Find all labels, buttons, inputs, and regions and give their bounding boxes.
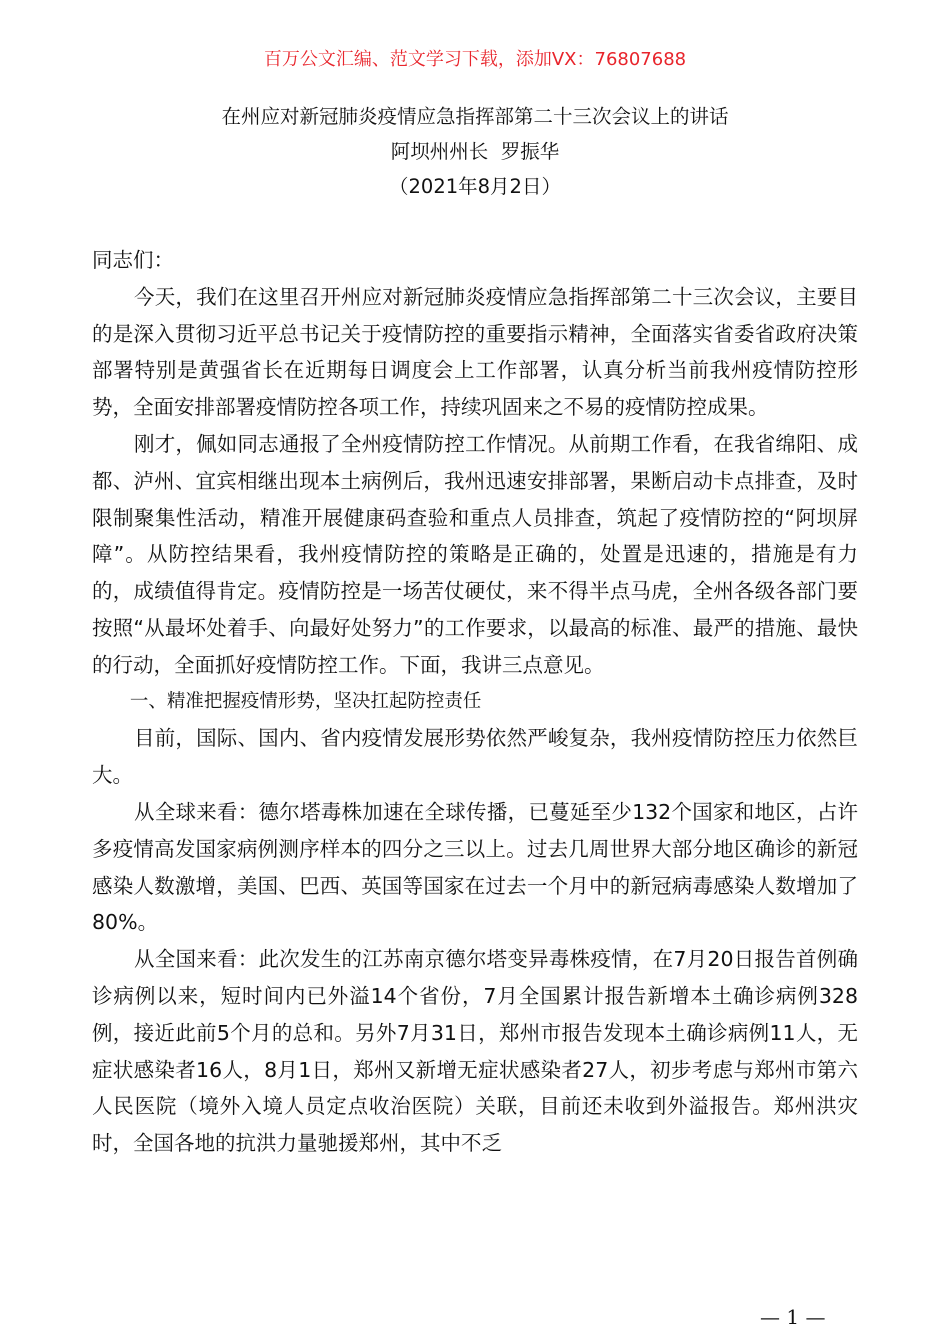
speech-date: （2021年8月2日） (389, 175, 561, 198)
document-body (92, 242, 858, 1162)
body-paragraph: 从全球来看：德尔塔毒株加速在全球传播，已蔓延至少132个国家和地区，占许多疫情高发国家病例测序样本的四分之三以上。过去几周世界大部分地区确诊的新冠感染人数激增，美国、巴西、英国等国家在过去一个月中的新冠病毒感染人数增加了80%。 (92, 799, 858, 935)
document-title: 在州应对新冠肺炎疫情应急指挥部第二十三次会议上的讲话 (221, 105, 729, 128)
speaker-line: 阿坝州州长 罗振华 (390, 140, 560, 163)
page-number: — 1 — (760, 1305, 826, 1329)
salutation: 同志们： (92, 248, 174, 272)
body-paragraph: 从全国来看：此次发生的江苏南京德尔塔变异毒株疫情，在7月20日报告首例确诊病例以来，短时间内已外溢14个省份，7月全国累计报告新增本土确诊病例328例，接近此前5个月的总和。另外7月31日，郑州市报告发现本土确诊病例11人，无症状感染者16人，8月1日，郑州又新增无症状感染者27人，初步考虑与郑州市第六人民医院（境外入境人员定点收治医院）关联，目前还未收到外溢报告。郑州洪灾时，全国各地的抗洪力量驰援郑州，其中不乏 (92, 947, 858, 1156)
section-heading: 一、精准把握疫情形势，坚决扛起防控责任 (129, 690, 482, 712)
body-paragraph: 目前，国际、国内、省内疫情发展形势依然严峻复杂，我州疫情防控压力依然巨大。 (92, 726, 858, 788)
watermark-banner: 百万公文汇编、范文学习下载，添加VX：76807688 (263, 49, 687, 70)
document-title-block (0, 99, 950, 204)
body-paragraph: 刚才，佩如同志通报了全州疫情防控工作情况。从前期工作看，在我省绵阳、成都、泸州、宜宾相继出现本土病例后，我州迅速安排部署，果断启动卡点排查，及时限制聚集性活动，精准开展健康码查验和重点人员排查，筑起了疫情防控的“阿坝屏障”。从防控结果看，我州疫情防控的策略是正确的，处置是迅速的，措施是有力的，成绩值得肯定。疫情防控是一场苦仗硬仗，来不得半点马虎，全州各级各部门要按照“从最坏处着手、向最好处努力”的工作要求，以最高的标准、最严的措施、最快的行动，全面抓好疫情防控工作。下面，我讲三点意见。 (92, 431, 858, 677)
body-paragraph: 今天，我们在这里召开州应对新冠肺炎疫情应急指挥部第二十三次会议，主要目的是深入贯彻习近平总书记关于疫情防控的重要指示精神，全面落实省委省政府决策部署特别是黄强省长在近期每日调度会上工作部署，认真分析当前我州疫情防控形势，全面安排部署疫情防控各项工作，持续巩固来之不易的疫情防控成果。 (92, 284, 858, 420)
